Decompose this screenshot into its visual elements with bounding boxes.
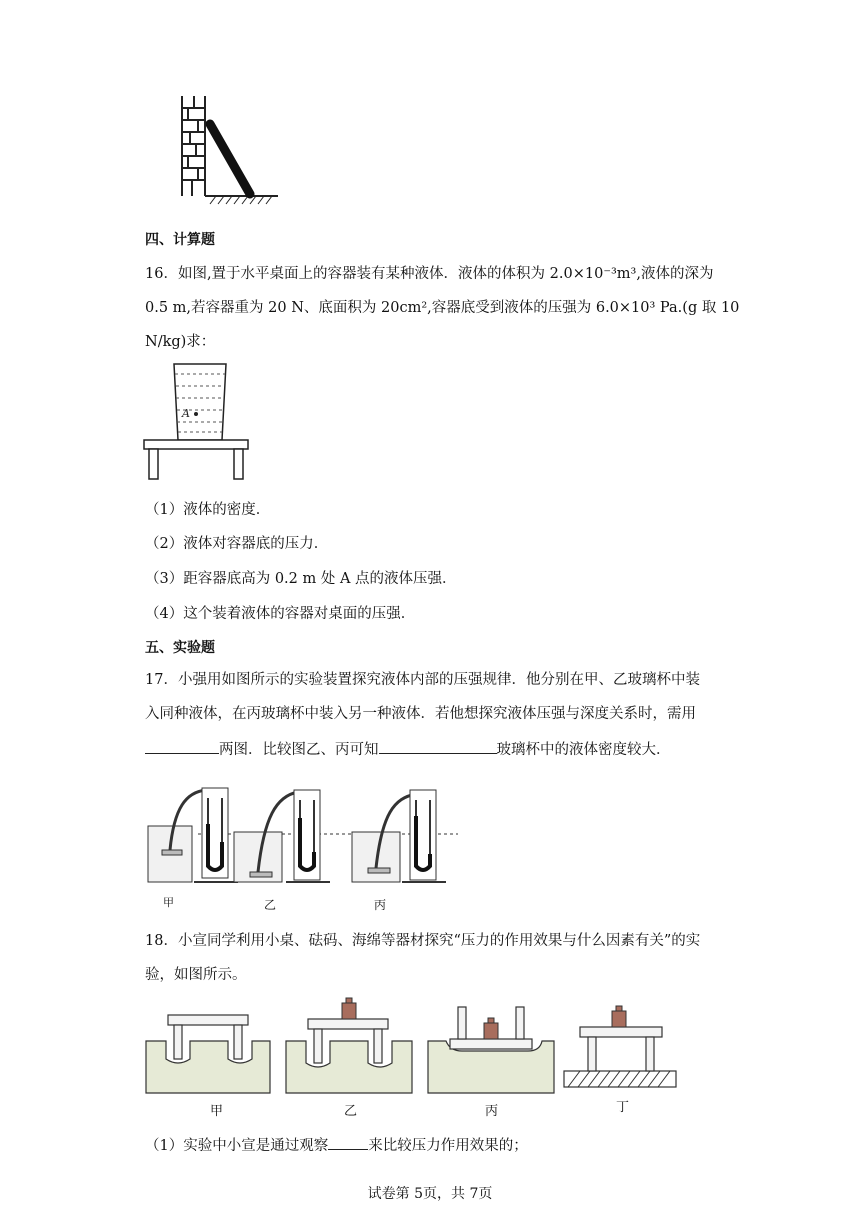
q17-line-2: 入同种液体，在丙玻璃杯中装入另一种液体．若他想探究液体压强与深度关系时，需用 [145, 706, 696, 722]
answer-blank-3[interactable] [328, 1135, 368, 1150]
sponge-table-figure [144, 993, 684, 1095]
point-a-label: A [182, 407, 190, 420]
section-heading-experiment: 五、实验题 [145, 640, 215, 656]
q16-sub-3: （3）距容器底高为 0.2 m 处 A 点的液体压强． [145, 571, 457, 587]
q18-caption-jia: 甲 [210, 1104, 224, 1119]
q16-line-1: 16．如图,置于水平桌面上的容器装有某种液体．液体的体积为 2.0×10⁻³m³,液体的深为 [145, 266, 714, 282]
q16-line-2: 0.5 m,若容器重为 20 N、底面积为 20cm²,容器底受到液体的压强为 6.0×10³ Pa.(g 取 10 [145, 300, 740, 316]
container-on-table-figure [144, 362, 254, 460]
q17-line-1: 17．小强用如图所示的实验装置探究液体内部的压强规律．他分别在甲、乙玻璃杯中装 [145, 672, 700, 688]
answer-blank-2[interactable] [379, 739, 497, 754]
answer-blank-1[interactable] [145, 739, 219, 754]
q16-line-3: N/kg)求： [145, 334, 216, 350]
q18-caption-yi: 乙 [344, 1104, 358, 1119]
q18-sub-1-start: （1）实验中小宣是通过观察 [145, 1138, 329, 1154]
q18-sub-1 [145, 1135, 745, 1156]
rod [210, 124, 250, 194]
q17-line-3-end: 玻璃杯中的液体密度较大． [496, 742, 671, 758]
q18-caption-ding: 丁 [616, 1100, 630, 1115]
q18-line-1: 18．小宣同学利用小桌、砝码、海绵等器材探究“压力的作用效果与什么因素有关”的实 [145, 933, 701, 949]
q17-line-3 [145, 739, 745, 760]
page-footer: 试卷第 5页，共 7页 [367, 1186, 493, 1202]
q17-caption-yi: 乙 [264, 898, 277, 912]
q16-sub-2: （2）液体对容器底的压力． [145, 536, 329, 552]
q18-sub-1-end: 来比较压力作用效果的； [368, 1138, 528, 1154]
wall-rod-figure [170, 92, 290, 210]
q17-line-3-mid: 两图．比较图乙、丙可知 [219, 742, 379, 758]
q16-sub-1: （1）液体的密度． [145, 502, 271, 518]
q17-caption-bing: 丙 [374, 898, 387, 912]
q18-line-2: 验，如图所示。 [145, 967, 247, 983]
q17-caption-jia: 甲 [163, 896, 174, 909]
manometer-figure [146, 778, 466, 888]
q16-sub-4: （4）这个装着液体的容器对桌面的压强． [145, 606, 416, 622]
section-heading-calc: 四、计算题 [145, 232, 215, 248]
q18-caption-bing: 丙 [485, 1104, 499, 1119]
